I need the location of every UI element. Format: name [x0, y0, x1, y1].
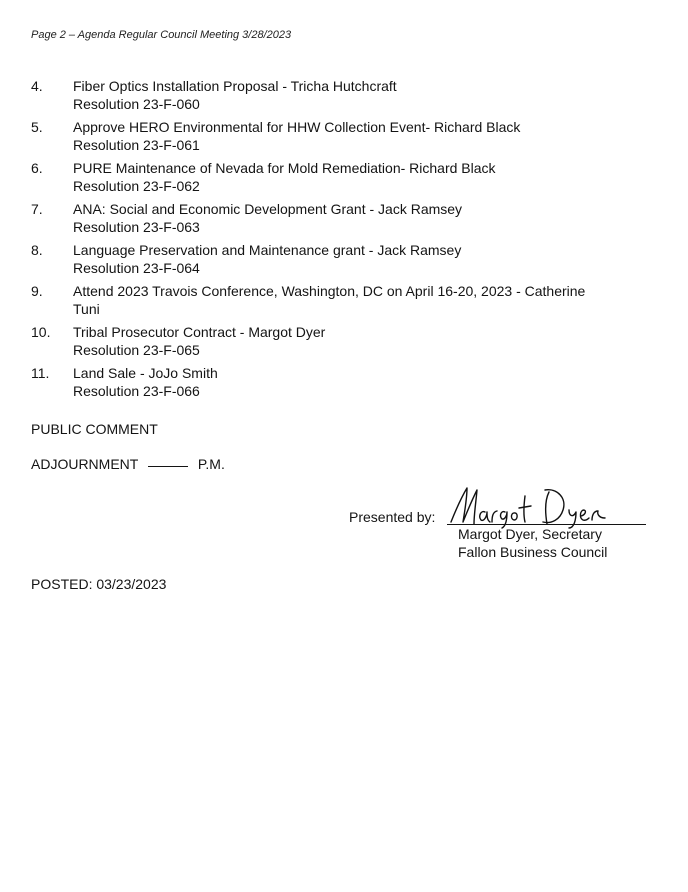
agenda-item: [31, 78, 651, 113]
agenda-item: [31, 119, 651, 154]
agenda-item-title: ANA: Social and Economic Development Grant - Jack Ramsey: [73, 201, 463, 217]
agenda-item: [31, 242, 651, 277]
agenda-item-resolution: Resolution 23-F-065: [73, 341, 200, 358]
agenda-item-title: Fiber Optics Installation Proposal - Tricha Hutchcraft: [73, 78, 397, 94]
agenda-item-resolution: Resolution 23-F-066: [73, 382, 200, 399]
agenda-item-number: 8.: [31, 242, 43, 258]
agenda-item: [31, 365, 651, 400]
agenda-item-resolution: Resolution 23-F-060: [73, 95, 200, 112]
agenda-item-title: PURE Maintenance of Nevada for Mold Remediation- Richard Black: [73, 160, 496, 176]
agenda-item: [31, 160, 651, 195]
signer-block: [458, 526, 607, 561]
agenda-item-title-continued: Tuni: [73, 300, 100, 317]
agenda-item-number: 6.: [31, 160, 43, 176]
agenda-item-resolution: Resolution 23-F-062: [73, 177, 200, 194]
agenda-item-number: 4.: [31, 78, 43, 94]
page-header: Page 2 – Agenda Regular Council Meeting 3/28/2023: [31, 29, 292, 41]
agenda-item: [31, 283, 651, 318]
adjournment-line: [31, 456, 225, 472]
agenda-item-resolution: Resolution 23-F-064: [73, 259, 200, 276]
presented-by-label: Presented by:: [349, 509, 436, 525]
agenda-item-number: 7.: [31, 201, 43, 217]
agenda-item-title: Tribal Prosecutor Contract - Margot Dyer: [73, 324, 326, 340]
agenda-item-number: 10.: [31, 324, 51, 340]
agenda-item-title: Attend 2023 Travois Conference, Washington, DC on April 16-20, 2023 - Catherine: [73, 283, 586, 299]
signer-organization: Fallon Business Council: [458, 543, 608, 560]
adjournment-label: ADJOURNMENT: [31, 456, 139, 472]
agenda-item-resolution: Resolution 23-F-061: [73, 136, 200, 153]
agenda-item-title: Language Preservation and Maintenance grant - Jack Ramsey: [73, 242, 462, 258]
agenda-item-number: 5.: [31, 119, 43, 135]
adjournment-suffix: P.M.: [197, 456, 225, 472]
agenda-item-number: 11.: [31, 365, 50, 381]
signer-name-title: Margot Dyer, Secretary: [458, 526, 602, 542]
handwritten-signature: [445, 482, 615, 530]
agenda-list: [31, 78, 651, 406]
agenda-item-number: 9.: [31, 283, 43, 299]
agenda-item-resolution: Resolution 23-F-063: [73, 218, 200, 235]
public-comment-heading: PUBLIC COMMENT: [31, 421, 158, 437]
agenda-item-title: Approve HERO Environmental for HHW Collection Event- Richard Black: [73, 119, 521, 135]
signature-line: [447, 524, 646, 525]
adjournment-time-blank: [148, 466, 188, 467]
posted-date: POSTED: 03/23/2023: [31, 576, 167, 592]
agenda-item: [31, 201, 651, 236]
agenda-item-title: Land Sale - JoJo Smith: [73, 365, 218, 381]
agenda-item: [31, 324, 651, 359]
